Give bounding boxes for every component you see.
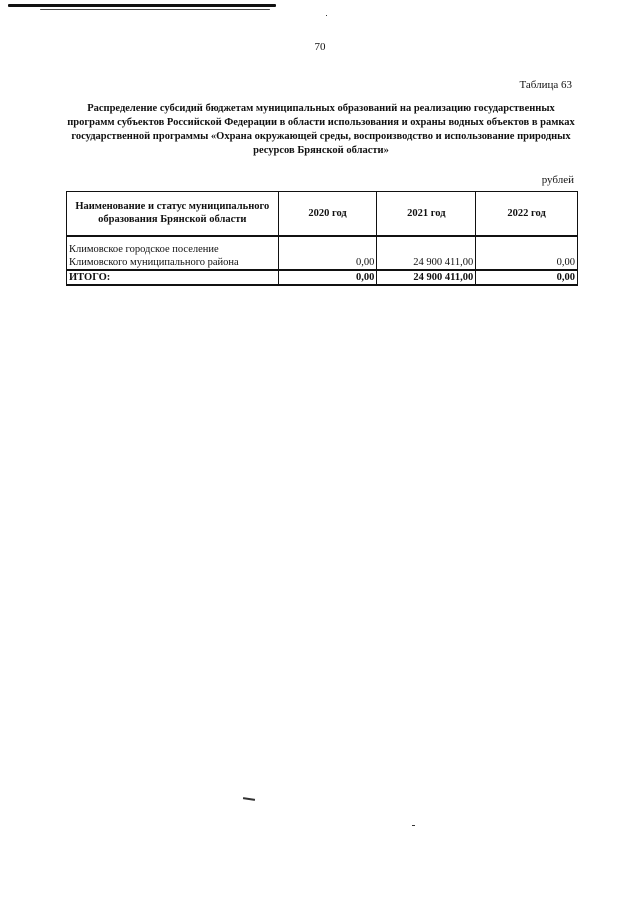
column-header-2021: 2021 год: [377, 192, 476, 236]
scan-artifact-line: [40, 9, 270, 10]
total-2020-cell: 0,00: [278, 270, 377, 285]
table-row: [67, 236, 578, 270]
total-label-cell: ИТОГО:: [67, 270, 279, 285]
value-2022-cell: 0,00: [476, 236, 578, 270]
scan-speck: [412, 825, 415, 826]
unit-label: рублей: [541, 174, 574, 186]
municipality-name-cell: Климовское городское поселение Климовского муниципального района: [67, 236, 279, 270]
scan-speck: [243, 797, 255, 801]
value-2020-cell: 0,00: [278, 236, 377, 270]
table-label: Таблица 63: [519, 79, 572, 91]
column-header-2022: 2022 год: [476, 192, 578, 236]
scan-artifact-line: [8, 4, 276, 7]
total-2021-cell: 24 900 411,00: [377, 270, 476, 285]
scan-speck: [326, 15, 327, 16]
page-number: 70: [314, 41, 326, 53]
subsidy-table: [66, 191, 578, 286]
value-2021-cell: 24 900 411,00: [377, 236, 476, 270]
document-title: Распределение субсидий бюджетам муниципальных образований на реализацию государственных программ субъектов Российской Федерации в области использования и охраны водных объектов в рамках государственной программы «Охрана окружающей среды, воспроизводство и использование природных ресурсов Брянской области»: [67, 103, 575, 156]
column-header-name: Наименование и статус муниципального образования Брянской области: [67, 192, 279, 236]
total-2022-cell: 0,00: [476, 270, 578, 285]
table-header-row: [67, 192, 578, 236]
total-row: [67, 270, 578, 285]
column-header-2020: 2020 год: [278, 192, 377, 236]
